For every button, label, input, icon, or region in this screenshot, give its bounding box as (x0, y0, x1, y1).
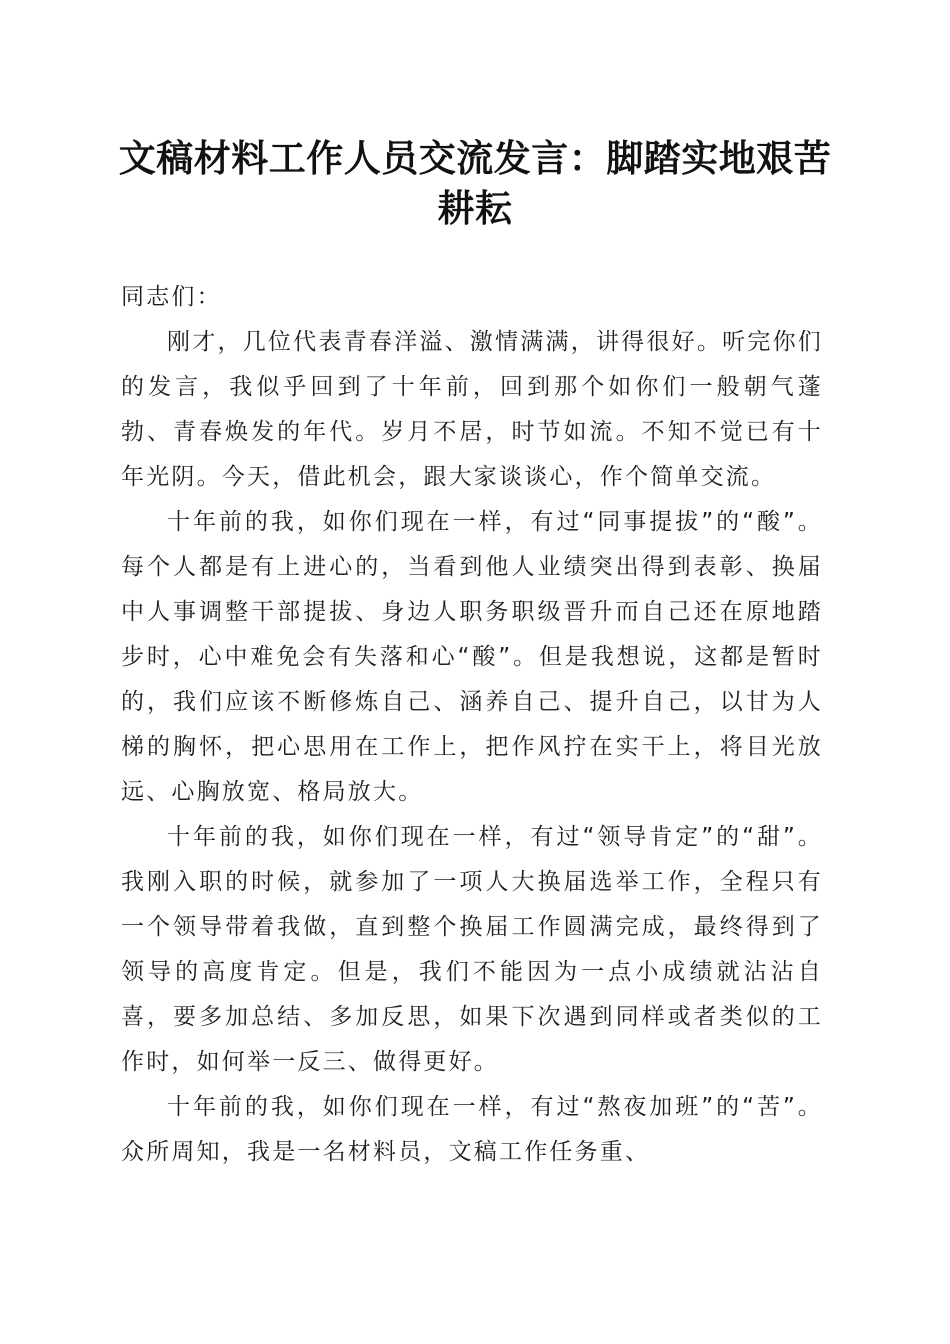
paragraph-sour: 十年前的我，如你们现在一样，有过“同事提拔”的“酸”。每个人都是有上进心的，当看到他人业绩突出得到表彰、换届中人事调整干部提拔、身边人职务职级晋升而自己还在原地踏步时，心中难免会有失落和心“酸”。但是我想说，这都是暂时的，我们应该不断修炼自己、涵养自己、提升自己，以甘为人梯的胸怀，把心思用在工作上，把作风拧在实干上，将目光放远、心胸放宽、格局放大。 (121, 509, 823, 805)
paragraph-sweet: 十年前的我，如你们现在一样，有过“领导肯定”的“甜”。我刚入职的时候，就参加了一项人大换届选举工作，全程只有一个领导带着我做，直到整个换届工作圆满完成，最终得到了领导的高度肯定。但是，我们不能因为一点小成绩就沾沾自喜，要多加总结、多加反思，如果下次遇到同样或者类似的工作时，如何举一反三、做得更好。 (121, 824, 823, 1075)
paragraph-opening: 刚才，几位代表青春洋溢、激情满满，讲得很好。听完你们的发言，我似乎回到了十年前，回到那个如你们一般朝气蓬勃、青春焕发的年代。岁月不居，时节如流。不知不觉已有十年光阴。今天，借此机会，跟大家谈谈心，作个简单交流。 (121, 329, 823, 490)
document-body (121, 275, 823, 1175)
paragraph-bitter: 十年前的我，如你们现在一样，有过“熬夜加班”的“苦”。众所周知，我是一名材料员，文稿工作任务重、 (121, 1094, 823, 1165)
document-title: 文稿材料工作人员交流发言：脚踏实地艰苦耕耘 (118, 136, 832, 230)
salutation: 同志们： (121, 284, 222, 310)
